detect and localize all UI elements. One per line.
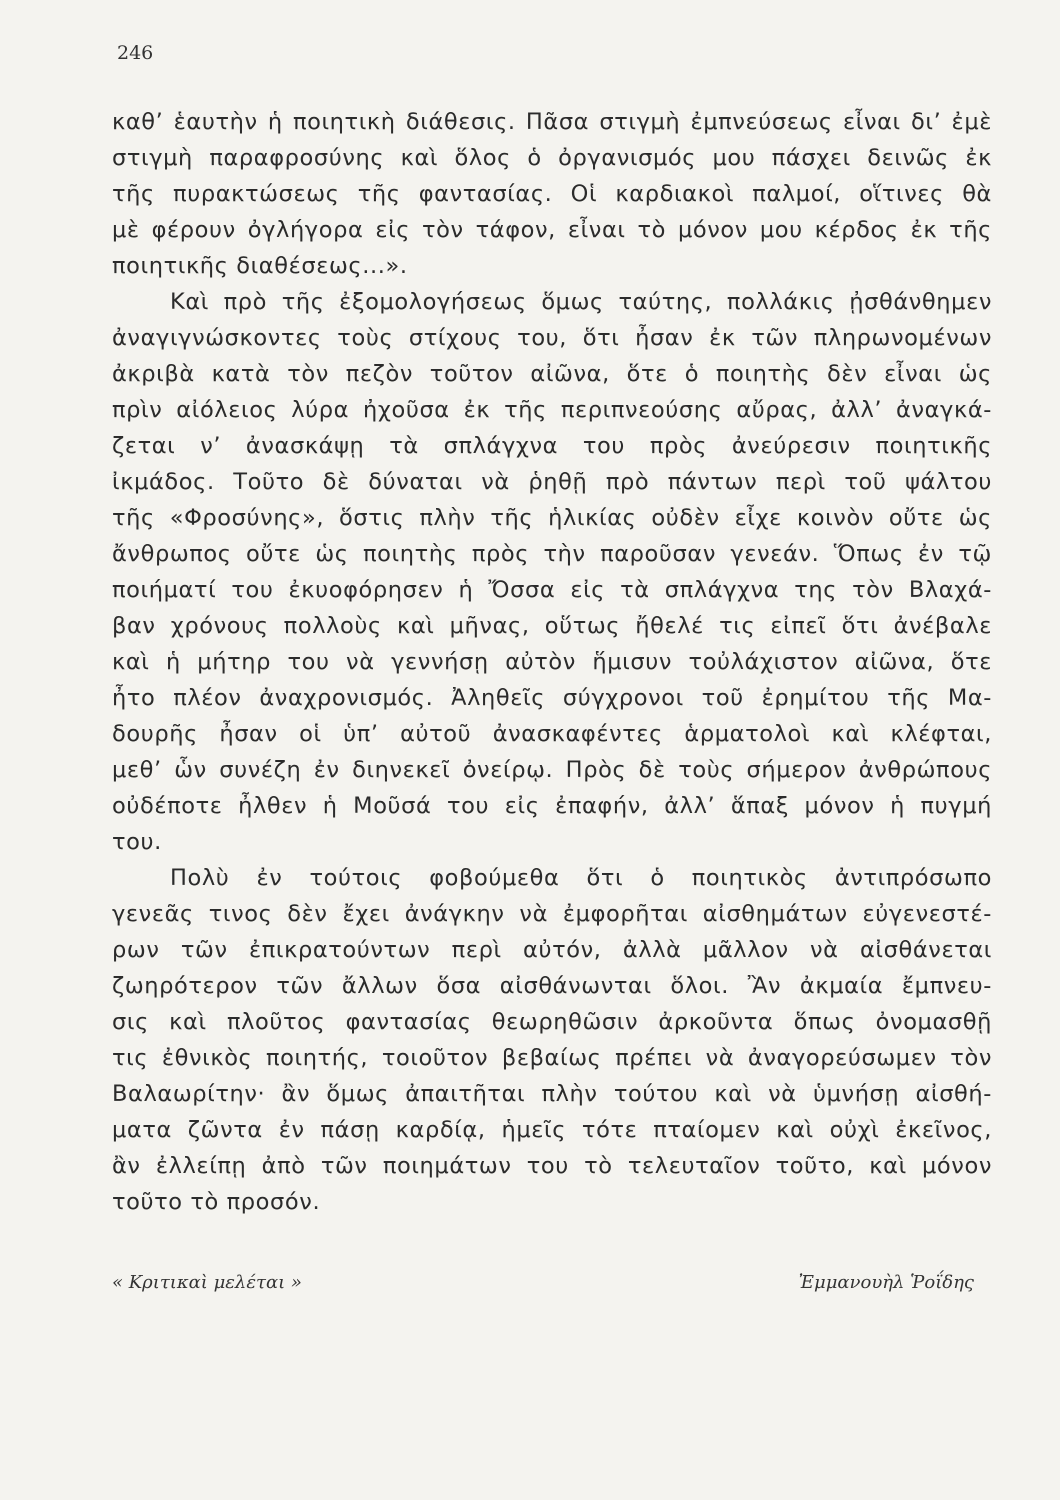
text-line: ἦτο πλέον ἀναχρονισμός. Ἀληθεῖς σύγχρονοι τοῦ ἐρημίτου τῆς Μα- (112, 685, 992, 711)
text-line: τις ἐθνικὸς ποιητής, τοιοῦτον βεβαίως πρέπει νὰ ἀναγορεύσωμεν τὸν (112, 1045, 992, 1071)
text-line: Βαλαωρίτην· ἂν ὅμως ἀπαιτῆται πλὴν τούτου καὶ νὰ ὑμνήσῃ αἰσθή- (112, 1081, 992, 1107)
text-line: ρων τῶν ἐπικρατούντων περὶ αὐτόν, ἀλλὰ μᾶλλον νὰ αἰσθάνεται (112, 937, 992, 963)
text-line: τῆς πυρακτώσεως τῆς φαντασίας. Οἱ καρδιακοὶ παλμοί, οἵτινες θὰ (112, 181, 992, 207)
text-line: τῆς «Φροσύνης», ὅστις πλὴν τῆς ἡλικίας οὐδὲν εἶχε κοινὸν οὔτε ὡς (112, 505, 992, 531)
text-line: οὐδέποτε ἦλθεν ἡ Μοῦσά του εἰς ἐπαφήν, ἀλλ’ ἅπαξ μόνον ἡ πυγμή (112, 793, 992, 819)
text-line: ζεται ν’ ἀνασκάψῃ τὰ σπλάγχνα του πρὸς ἀνεύρεσιν ποιητικῆς (112, 433, 992, 459)
author-name: Ἐμμανουὴλ Ῥοΐδης (798, 1272, 974, 1293)
paragraph-start-line: Πολὺ ἐν τούτοις φοβούμεθα ὅτι ὁ ποιητικὸς ἀντιπρόσωπο (170, 865, 992, 891)
text-line: σις καὶ πλοῦτος φαντασίας θεωρηθῶσιν ἀρκοῦντα ὅπως ὀνομασθῇ (112, 1009, 992, 1035)
text-line: καὶ ἡ μήτηρ του νὰ γεννήσῃ αὐτὸν ἥμισυν τοὐλάχιστον αἰῶνα, ὅτε (112, 649, 992, 675)
text-line: στιγμὴ παραφροσύνης καὶ ὅλος ὁ ὀργανισμός μου πάσχει δεινῶς ἐκ (112, 145, 992, 171)
body-text (112, 104, 992, 1220)
text-line: καθ’ ἑαυτὴν ἡ ποιητικὴ διάθεσις. Πᾶσα στιγμὴ ἐμπνεύσεως εἶναι δι’ ἐμὲ (112, 109, 992, 135)
text-line: ποιητικῆς διαθέσεως...». (112, 253, 408, 279)
text-line: τοῦτο τὸ προσόν. (112, 1189, 321, 1215)
text-line: ἂν ἐλλείπῃ ἀπὸ τῶν ποιημάτων του τὸ τελευταῖον τοῦτο, καὶ μόνον (112, 1153, 992, 1179)
text-line: ἀκριβὰ κατὰ τὸν πεζὸν τοῦτον αἰῶνα, ὅτε ὁ ποιητὴς δὲν εἶναι ὡς (112, 361, 992, 387)
page-number: 246 (117, 42, 154, 64)
text-line: ἰκμάδος. Τοῦτο δὲ δύναται νὰ ῥηθῇ πρὸ πάντων περὶ τοῦ ψάλτου (112, 469, 992, 495)
text-line: πρὶν αἰόλειος λύρα ἠχοῦσα ἐκ τῆς περιπνεούσης αὔρας, ἀλλ’ ἀναγκά- (112, 397, 992, 423)
text-line: ματα ζῶντα ἐν πάσῃ καρδίᾳ, ἡμεῖς τότε πταίομεν καὶ οὐχὶ ἐκεῖνος, (112, 1117, 992, 1143)
text-line: ἀναγιγνώσκοντες τοὺς στίχους του, ὅτι ἦσαν ἐκ τῶν πληρωνομένων (112, 325, 992, 351)
text-line: του. (112, 829, 162, 855)
paragraph-start-line: Καὶ πρὸ τῆς ἐξομολογήσεως ὅμως ταύτης, πολλάκις ᾐσθάνθημεν (170, 289, 992, 315)
text-line: ποιήματί του ἐκυοφόρησεν ἡ Ὄσσα εἰς τὰ σπλάγχνα της τὸν Βλαχά- (112, 577, 992, 603)
text-line: μὲ φέρουν ὀγλήγορα εἰς τὸν τάφον, εἶναι τὸ μόνον μου κέρδος ἐκ τῆς (112, 217, 992, 243)
source-title: « Κριτικαὶ μελέται » (112, 1272, 302, 1293)
text-line: μεθ’ ὧν συνέζη ἐν διηνεκεῖ ὀνείρῳ. Πρὸς δὲ τοὺς σήμερον ἀνθρώπους (112, 757, 992, 783)
text-line: γενεᾶς τινος δὲν ἔχει ἀνάγκην νὰ ἐμφορῆται αἰσθημάτων εὐγενεστέ- (112, 901, 992, 927)
text-line: δουρῆς ἦσαν οἱ ὑπ’ αὐτοῦ ἀνασκαφέντες ἁρματολοὶ καὶ κλέφται, (112, 721, 992, 747)
text-line: ζωηρότερον τῶν ἄλλων ὅσα αἰσθάνωνται ὅλοι. Ἂν ἀκμαία ἔμπνευ- (112, 973, 992, 999)
text-line: ἄνθρωπος οὔτε ὡς ποιητὴς πρὸς τὴν παροῦσαν γενεάν. Ὅπως ἐν τῷ (112, 541, 992, 567)
text-line: βαν χρόνους πολλοὺς καὶ μῆνας, οὕτως ἤθελέ τις εἰπεῖ ὅτι ἀνέβαλε (112, 613, 992, 639)
